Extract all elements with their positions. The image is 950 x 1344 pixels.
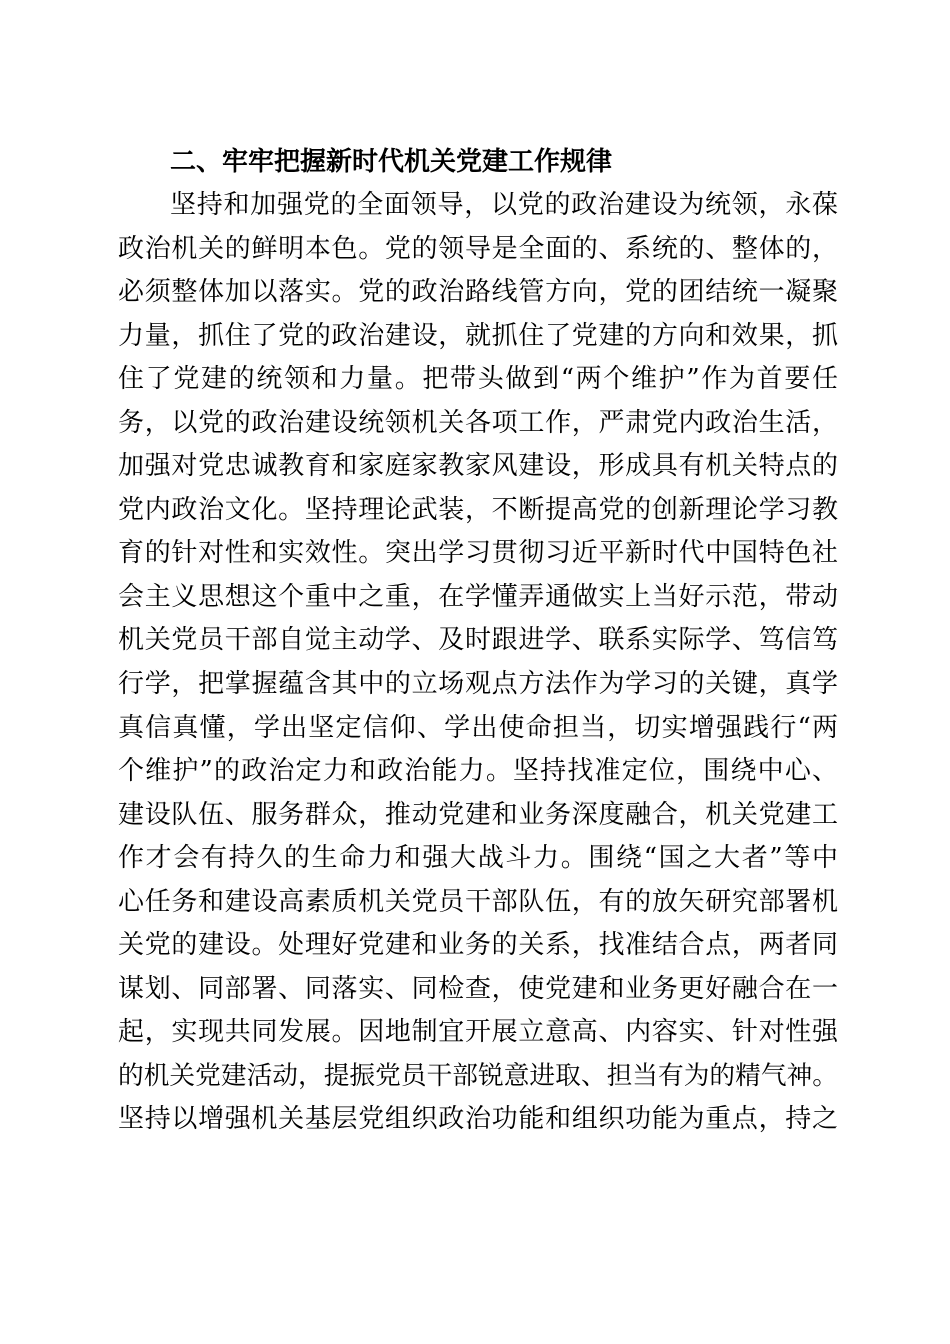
- text-line: 的机关党建活动，提振党员干部锐意进取、担当有为的精气神。: [118, 1060, 838, 1091]
- text-line: 住了党建的统领和力量。把带头做到“两个维护”作为首要任: [118, 364, 838, 395]
- text-line: 机关党员干部自觉主动学、及时跟进学、联系实际学、笃信笃: [118, 625, 838, 656]
- text-line: 会主义思想这个重中之重，在学懂弄通做实上当好示范，带动: [118, 581, 838, 612]
- text-line: 务，以党的政治建设统领机关各项工作，严肃党内政治生活，: [118, 407, 838, 438]
- text-line: 关党的建设。处理好党建和业务的关系，找准结合点，两者同: [118, 930, 838, 961]
- text-line: 党内政治文化。坚持理论武装，不断提高党的创新理论学习教: [118, 494, 838, 525]
- text-line: 个维护”的政治定力和政治能力。坚持找准定位，围绕中心、: [118, 756, 838, 787]
- body-paragraph: [118, 184, 838, 1142]
- text-line: 心任务和建设高素质机关党员干部队伍，有的放矢研究部署机: [118, 886, 838, 917]
- text-line: 谋划、同部署、同落实、同检查，使党建和业务更好融合在一: [118, 973, 838, 1004]
- text-line: 建设队伍、服务群众，推动党建和业务深度融合，机关党建工: [118, 799, 838, 830]
- text-line: 加强对党忠诚教育和家庭家教家风建设，形成具有机关特点的: [118, 451, 838, 482]
- text-line: 政治机关的鲜明本色。党的领导是全面的、系统的、整体的，: [118, 233, 838, 264]
- section-heading: 二、牢牢把握新时代机关党建工作规律: [170, 147, 613, 177]
- text-line: 力量，抓住了党的政治建设，就抓住了党建的方向和效果，抓: [118, 320, 838, 351]
- text-line: 作才会有持久的生命力和强大战斗力。围绕“国之大者”等中: [118, 843, 838, 874]
- text-line: 坚持和加强党的全面领导，以党的政治建设为统领，永葆: [170, 190, 838, 220]
- text-line: 必须整体加以落实。党的政治路线管方向，党的团结统一凝聚: [118, 277, 838, 308]
- text-line: 育的针对性和实效性。突出学习贯彻习近平新时代中国特色社: [118, 538, 838, 569]
- text-line: 起，实现共同发展。因地制宜开展立意高、内容实、针对性强: [118, 1017, 838, 1048]
- text-line: 真信真懂，学出坚定信仰、学出使命担当，切实增强践行“两: [118, 712, 838, 743]
- text-line: 行学，把掌握蕴含其中的立场观点方法作为学习的关键，真学: [118, 669, 838, 700]
- text-line: 坚持以增强机关基层党组织政治功能和组织功能为重点，持之: [118, 1104, 838, 1135]
